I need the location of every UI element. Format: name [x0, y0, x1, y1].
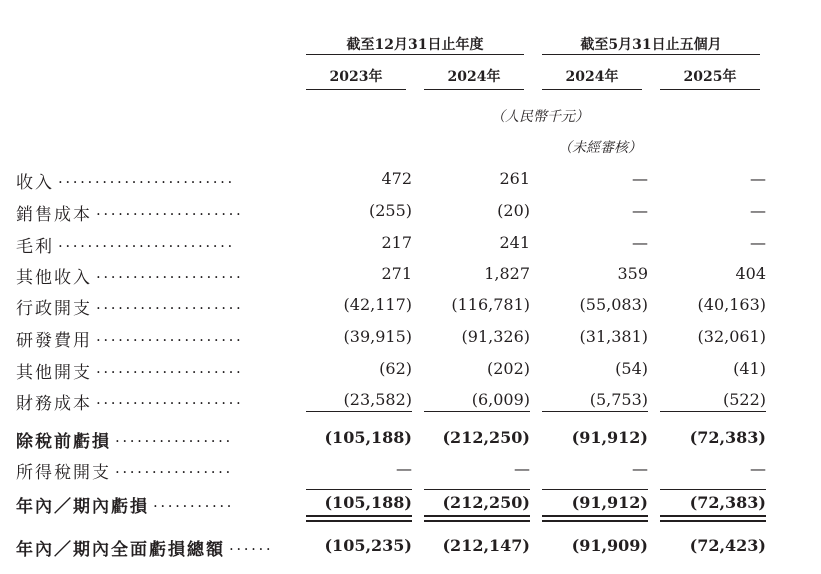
year-header-4: 2025年	[683, 69, 737, 85]
row-value-col1: (105,235)	[324, 536, 412, 555]
row-leader-dots: ................	[115, 459, 233, 477]
row-value-col3: (91,912)	[571, 493, 648, 512]
row-value-col2: (6,009)	[471, 390, 530, 409]
row-leader-dots: ........................	[58, 169, 235, 187]
row-value-col1: (23,582)	[343, 390, 412, 409]
row-value-col3: (55,083)	[579, 295, 648, 314]
year-rule-2	[424, 89, 524, 90]
row-value-col4: (40,163)	[697, 295, 766, 314]
row-value-col1: (105,188)	[324, 493, 412, 512]
row-leader-dots: ....................	[96, 295, 244, 313]
row-label: 財務成本	[16, 394, 92, 414]
row-leader-dots: ....................	[96, 201, 244, 219]
row-label: 年內／期內虧損	[16, 497, 149, 517]
year-header-2: 2024年	[447, 69, 501, 85]
row-value-col2: (202)	[486, 359, 530, 378]
year-header-3: 2024年	[565, 69, 619, 85]
row-leader-dots: ....................	[96, 264, 244, 282]
row-value-col4: (72,383)	[689, 428, 766, 447]
year-rule-3	[542, 89, 642, 90]
row-value-col2: (20)	[497, 201, 530, 220]
audit-note: （未經審核）	[558, 140, 642, 156]
row-value-col1: (255)	[368, 201, 412, 220]
total-rule-1	[306, 489, 412, 490]
header-group-year-ended: 截至12月31日止年度	[346, 37, 484, 53]
row-value-col1: (39,915)	[343, 327, 412, 346]
row-value-col4: —	[750, 169, 766, 188]
year-header-1: 2023年	[329, 69, 383, 85]
row-value-col2: (212,147)	[442, 536, 530, 555]
row-value-col3: —	[632, 459, 648, 478]
row-leader-dots: ....................	[96, 359, 244, 377]
row-label: 其他開支	[16, 363, 92, 383]
row-value-col4: —	[750, 201, 766, 220]
header-group-five-months: 截至5月31日止五個月	[580, 37, 722, 53]
row-label: 其他收入	[16, 268, 92, 288]
row-value-col1: (42,117)	[343, 295, 412, 314]
row-label: 所得稅開支	[16, 463, 111, 483]
row-value-col1: 217	[381, 233, 412, 252]
unit-note: （人民幣千元）	[491, 109, 589, 125]
row-leader-dots: ................	[115, 428, 233, 446]
subtotal-rule-4	[660, 411, 766, 412]
row-value-col2: —	[514, 459, 530, 478]
row-value-col2: (116,781)	[451, 295, 530, 314]
double-rule-bottom-3	[542, 520, 648, 522]
row-value-col4: (32,061)	[697, 327, 766, 346]
row-value-col4: 404	[735, 264, 766, 283]
row-leader-dots: ......	[229, 536, 274, 554]
row-value-col1: —	[396, 459, 412, 478]
subtotal-rule-1	[306, 411, 412, 412]
double-rule-bottom-1	[306, 520, 412, 522]
row-value-col3: 359	[617, 264, 648, 283]
row-label: 研發費用	[16, 331, 92, 351]
row-value-col3: (31,381)	[579, 327, 648, 346]
row-value-col1: (62)	[379, 359, 412, 378]
row-value-col3: —	[632, 233, 648, 252]
row-label: 年內／期內全面虧損總額	[16, 540, 225, 560]
row-value-col2: 241	[499, 233, 530, 252]
row-value-col4: (72,383)	[689, 493, 766, 512]
row-label: 毛利	[16, 237, 54, 257]
year-rule-4	[660, 89, 760, 90]
double-rule-top-3	[542, 515, 648, 517]
row-value-col3: (5,753)	[589, 390, 648, 409]
row-leader-dots: ...........	[153, 493, 235, 511]
row-value-col3: (91,909)	[571, 536, 648, 555]
row-leader-dots: ....................	[96, 390, 244, 408]
row-value-col4: (41)	[733, 359, 766, 378]
row-label: 除稅前虧損	[16, 432, 111, 452]
row-value-col2: (212,250)	[442, 428, 530, 447]
row-value-col1: (105,188)	[324, 428, 412, 447]
row-value-col4: —	[750, 459, 766, 478]
total-rule-2	[424, 489, 530, 490]
double-rule-bottom-2	[424, 520, 530, 522]
row-label: 收入	[16, 173, 54, 193]
total-rule-4	[660, 489, 766, 490]
row-value-col4: —	[750, 233, 766, 252]
total-rule-3	[542, 489, 648, 490]
double-rule-top-1	[306, 515, 412, 517]
row-value-col1: 271	[381, 264, 412, 283]
year-rule-1	[306, 89, 406, 90]
row-value-col3: —	[632, 201, 648, 220]
double-rule-bottom-4	[660, 520, 766, 522]
row-value-col3: (54)	[615, 359, 648, 378]
row-value-col2: (91,326)	[461, 327, 530, 346]
row-value-col3: —	[632, 169, 648, 188]
row-value-col2: 261	[499, 169, 530, 188]
row-leader-dots: ....................	[96, 327, 244, 345]
double-rule-top-2	[424, 515, 530, 517]
double-rule-top-4	[660, 515, 766, 517]
row-value-col1: 472	[381, 169, 412, 188]
row-value-col2: 1,827	[484, 264, 530, 283]
row-value-col4: (522)	[722, 390, 766, 409]
row-leader-dots: ........................	[58, 233, 235, 251]
subtotal-rule-3	[542, 411, 648, 412]
group1-rule	[306, 54, 524, 55]
group2-rule	[542, 54, 760, 55]
row-label: 銷售成本	[16, 205, 92, 225]
row-value-col3: (91,912)	[571, 428, 648, 447]
subtotal-rule-2	[424, 411, 530, 412]
row-value-col4: (72,423)	[689, 536, 766, 555]
row-value-col2: (212,250)	[442, 493, 530, 512]
row-label: 行政開支	[16, 299, 92, 319]
